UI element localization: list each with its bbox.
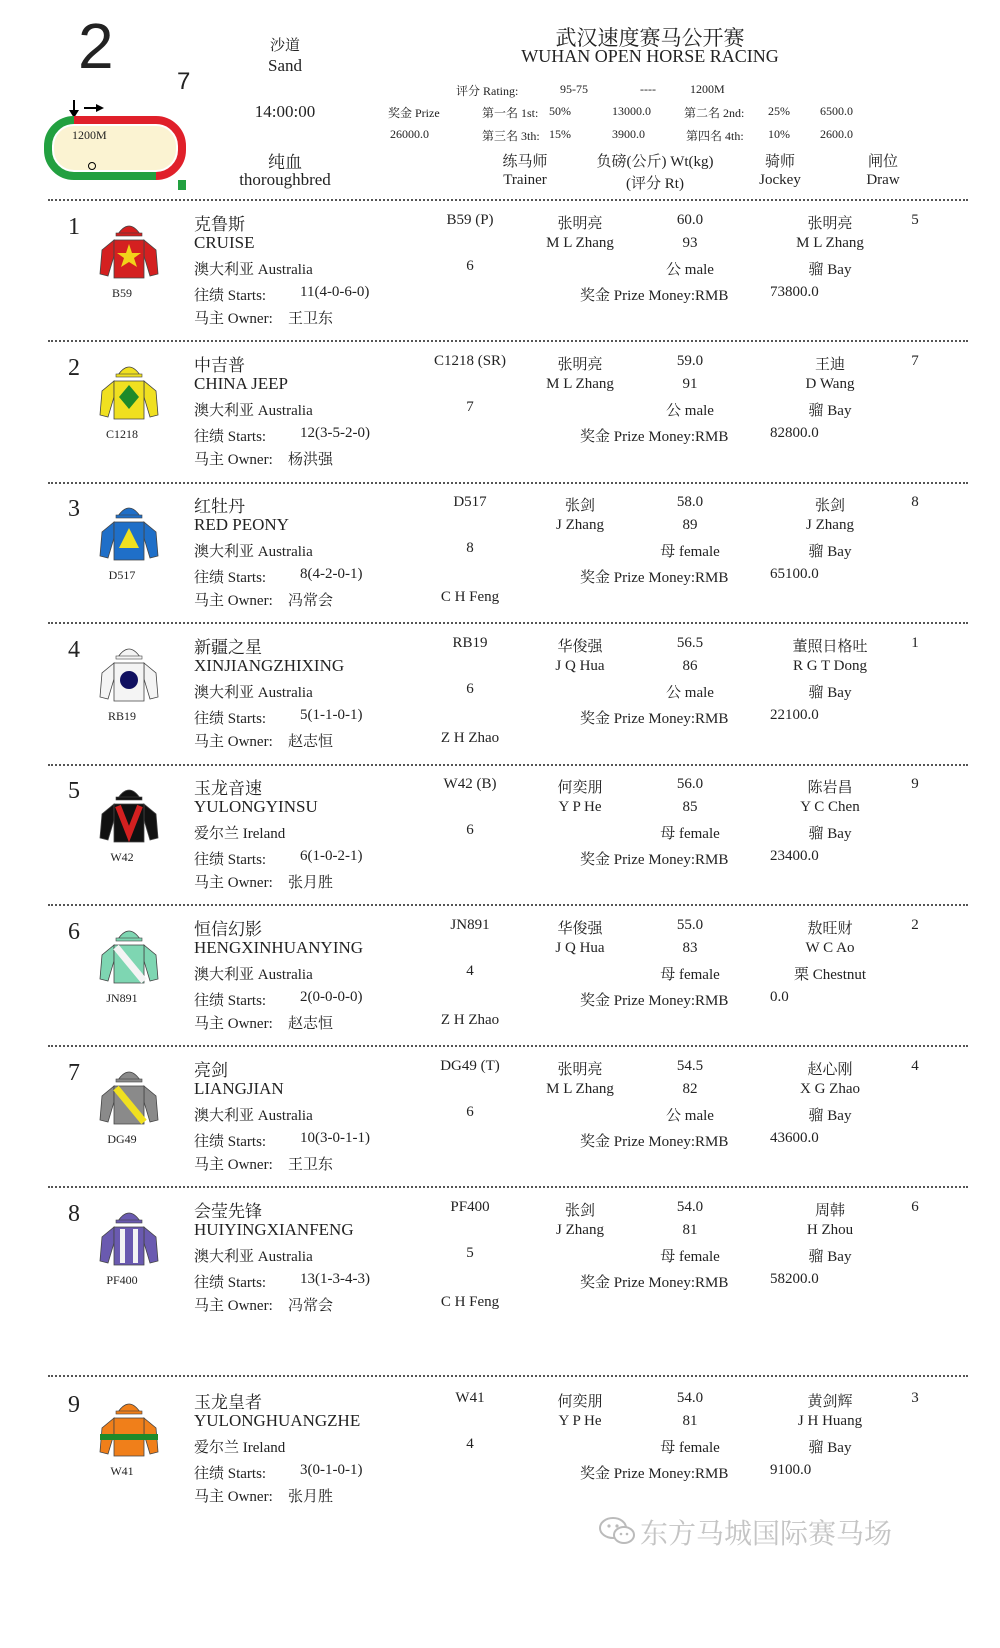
entry-number: 4 — [68, 637, 80, 663]
horse-name-cn: 克鲁斯 — [194, 215, 245, 234]
horse-sex: 公 male — [666, 1108, 714, 1124]
divider — [48, 199, 968, 201]
watermark-text: 东方马城国际赛马场 — [640, 1517, 893, 1550]
horse-sex: 母 female — [660, 544, 720, 560]
horse-origin: 澳大利亚 Australia — [194, 403, 313, 419]
title-en: WUHAN OPEN HORSE RACING — [521, 46, 779, 66]
owner-name: 王卫东 — [288, 311, 334, 327]
owner-name: 杨洪强 — [288, 452, 334, 468]
jockey-en: W C Ao — [805, 940, 855, 956]
entry-number: 6 — [68, 919, 80, 945]
race-number: 2 — [78, 10, 114, 82]
runner-entry — [0, 774, 1000, 920]
horse-color: 骝 Bay — [808, 544, 852, 560]
breed-en: thoroughbred — [239, 170, 331, 189]
weight: 56.5 — [676, 635, 704, 651]
weight: 56.0 — [676, 776, 704, 792]
horse-color: 栗 Chestnut — [793, 967, 867, 983]
jockey-silk-icon — [98, 643, 160, 707]
col-weight-en: (评分 Rt) — [626, 176, 684, 192]
jockey-en: X G Zhao — [800, 1081, 860, 1097]
owner-label: 马主 Owner: — [194, 1298, 273, 1314]
horse-age: 8 — [466, 540, 474, 556]
breed-cn: 纯血 — [268, 153, 302, 172]
jockey-cn: 张剑 — [814, 498, 845, 514]
runner-entry — [0, 492, 1000, 638]
starts-label: 往绩 Starts: — [194, 711, 267, 727]
jockey-en: M L Zhang — [796, 235, 864, 251]
track-diagram — [44, 96, 194, 192]
horse-color: 骝 Bay — [808, 262, 852, 278]
third-pct: 15% — [549, 127, 571, 141]
rating-dash: ---- — [640, 82, 656, 96]
jockey-en: J H Huang — [797, 1413, 863, 1429]
horse-sex: 母 female — [660, 1440, 720, 1456]
first-label: 第一名 1st: — [482, 106, 539, 120]
silk-code: D517 — [108, 568, 136, 582]
prize-money-label: 奖金 Prize Money:RMB — [580, 1466, 729, 1482]
trainer-en: M L Zhang — [546, 1081, 614, 1097]
entry-number: 5 — [68, 778, 80, 804]
weight: 54.0 — [676, 1390, 704, 1406]
horse-name-cn: 亮剑 — [194, 1061, 228, 1080]
col-trainer-en: Trainer — [503, 172, 547, 188]
surface-en: Sand — [268, 56, 302, 75]
weight: 59.0 — [676, 353, 704, 369]
horse-code: PF400 — [450, 1199, 490, 1215]
horse-code: D517 — [453, 494, 487, 510]
second-label: 第二名 2nd: — [684, 106, 745, 120]
prize-money-label: 奖金 Prize Money:RMB — [580, 1275, 729, 1291]
horse-name-cn: 中吉普 — [194, 356, 245, 375]
owner-label: 马主 Owner: — [194, 311, 273, 327]
trainer-en: J Q Hua — [555, 658, 605, 674]
track-distance-label: 1200M — [72, 128, 107, 142]
draw-number: 8 — [911, 494, 919, 510]
horse-name-en: YULONGHUANGZHE — [194, 1411, 361, 1430]
jockey-en: J Zhang — [806, 517, 854, 533]
prize-money-label: 奖金 Prize Money:RMB — [580, 570, 729, 586]
jockey-cn: 王迪 — [814, 357, 845, 373]
trainer-en: M L Zhang — [546, 376, 614, 392]
second-amount: 6500.0 — [820, 104, 853, 118]
starts-record: 6(1-0-2-1) — [300, 848, 363, 864]
runner-entry — [0, 915, 1000, 1061]
runner-entry — [0, 633, 1000, 779]
starts-record: 11(4-0-6-0) — [300, 284, 370, 300]
first-amount: 13000.0 — [612, 104, 651, 118]
weight: 60.0 — [676, 212, 704, 228]
trainer-en: M L Zhang — [546, 235, 614, 251]
rating: 82 — [682, 1081, 698, 1097]
prize-money: 9100.0 — [770, 1462, 812, 1478]
starts-label: 往绩 Starts: — [194, 1466, 267, 1482]
horse-age: 6 — [466, 258, 474, 274]
entry-number: 1 — [68, 214, 80, 240]
horse-age: 5 — [466, 1245, 474, 1261]
prize-label: 奖金 Prize — [388, 106, 440, 120]
jockey-cn: 赵心刚 — [807, 1062, 853, 1078]
horse-color: 骝 Bay — [808, 826, 852, 842]
jockey-cn: 黄剑辉 — [807, 1394, 853, 1410]
entry-number: 7 — [68, 1060, 80, 1086]
horse-name-en: HUIYINGXIANFENG — [194, 1220, 354, 1239]
jockey-silk-icon — [98, 361, 160, 425]
third-amount: 3900.0 — [612, 127, 645, 141]
fourth-amount: 2600.0 — [820, 127, 853, 141]
owner-label: 马主 Owner: — [194, 1016, 273, 1032]
trainer-cn: 张明亮 — [557, 357, 603, 373]
silk-code: PF400 — [106, 1273, 138, 1287]
horse-origin: 澳大利亚 Australia — [194, 262, 313, 278]
breeder: Z H Zhao — [440, 730, 500, 746]
horse-code: JN891 — [450, 917, 490, 933]
jockey-cn: 周韩 — [814, 1203, 845, 1219]
prize-money-label: 奖金 Prize Money:RMB — [580, 288, 729, 304]
col-jockey-en: Jockey — [759, 172, 801, 188]
horse-origin: 澳大利亚 Australia — [194, 544, 313, 560]
jockey-silk-icon — [98, 784, 160, 848]
horse-origin: 澳大利亚 Australia — [194, 1249, 313, 1265]
fourth-label: 第四名 4th: — [686, 129, 744, 143]
breeder: Z H Zhao — [440, 1012, 500, 1028]
horse-code: RB19 — [452, 635, 488, 651]
trainer-en: Y P He — [558, 799, 602, 815]
rating: 83 — [682, 940, 698, 956]
horse-age: 6 — [466, 1104, 474, 1120]
horse-sex: 母 female — [660, 826, 720, 842]
jockey-silk-icon — [98, 1207, 160, 1271]
silk-code: RB19 — [107, 709, 136, 723]
race-time: 14:00:00 — [254, 102, 316, 121]
horse-code: C1218 (SR) — [433, 353, 507, 369]
jockey-cn: 董照日格吐 — [792, 639, 868, 655]
first-pct: 50% — [549, 104, 571, 118]
draw-number: 9 — [911, 776, 919, 792]
owner-name: 冯常会 — [288, 593, 334, 609]
owner-label: 马主 Owner: — [194, 875, 273, 891]
trainer-en: J Zhang — [556, 517, 604, 533]
horse-origin: 澳大利亚 Australia — [194, 685, 313, 701]
jockey-en: R G T Dong — [792, 658, 868, 674]
horse-age: 7 — [466, 399, 474, 415]
owner-label: 马主 Owner: — [194, 593, 273, 609]
horse-age: 4 — [466, 963, 474, 979]
horse-name-cn: 玉龙皇者 — [194, 1393, 262, 1412]
rating: 85 — [682, 799, 698, 815]
breeder: C H Feng — [440, 1294, 500, 1310]
trainer-cn: 华俊强 — [557, 639, 603, 655]
horse-name-en: YULONGYINSU — [194, 797, 318, 816]
starts-record: 12(3-5-2-0) — [300, 425, 370, 441]
silk-code: W42 — [110, 850, 134, 864]
jockey-cn: 敖旺财 — [807, 921, 853, 937]
starts-record: 5(1-1-0-1) — [300, 707, 363, 723]
horse-color: 骝 Bay — [808, 1249, 852, 1265]
starts-record: 2(0-0-0-0) — [300, 989, 363, 1005]
prize-money: 23400.0 — [770, 848, 819, 864]
horse-sex: 公 male — [666, 685, 714, 701]
horse-name-en: HENGXINHUANYING — [194, 938, 364, 957]
trainer-cn: 张明亮 — [557, 216, 603, 232]
starts-label: 往绩 Starts: — [194, 993, 267, 1009]
horse-name-en: CHINA JEEP — [194, 374, 288, 393]
weight: 54.0 — [676, 1199, 704, 1215]
rating: 93 — [682, 235, 698, 251]
runner-entry — [0, 1197, 1000, 1343]
prize-money-label: 奖金 Prize Money:RMB — [580, 993, 729, 1009]
direction-arrowhead-icon — [96, 104, 104, 112]
weight: 58.0 — [676, 494, 704, 510]
horse-name-en: LIANGJIAN — [194, 1079, 284, 1098]
divider — [48, 1375, 968, 1377]
horse-age: 6 — [466, 822, 474, 838]
rating: 81 — [682, 1413, 698, 1429]
weight: 54.5 — [676, 1058, 704, 1074]
entry-number: 3 — [68, 496, 80, 522]
starts-record: 13(1-3-4-3) — [300, 1271, 370, 1287]
horse-name-cn: 恒信幻影 — [194, 920, 262, 939]
horse-origin: 澳大利亚 Australia — [194, 1108, 313, 1124]
horse-age: 4 — [466, 1436, 474, 1452]
starts-record: 8(4-2-0-1) — [300, 566, 363, 582]
trainer-en: J Zhang — [556, 1222, 604, 1238]
rating-value: 95-75 — [560, 82, 588, 96]
second-pct: 25% — [768, 104, 790, 118]
horse-code: W41 — [455, 1390, 485, 1406]
col-jockey-cn: 骑师 — [764, 154, 795, 170]
horse-sex: 公 male — [666, 262, 714, 278]
prize-money-label: 奖金 Prize Money:RMB — [580, 429, 729, 445]
horse-origin: 爱尔兰 Ireland — [194, 826, 286, 842]
owner-label: 马主 Owner: — [194, 1489, 273, 1505]
prize-money: 43600.0 — [770, 1130, 819, 1146]
draw-number: 1 — [911, 635, 919, 651]
horse-sex: 公 male — [666, 403, 714, 419]
surface-cn: 沙道 — [269, 38, 300, 54]
draw-number: 4 — [911, 1058, 919, 1074]
entry-number: 2 — [68, 355, 80, 381]
jockey-silk-icon — [98, 1066, 160, 1130]
prize-money: 82800.0 — [770, 425, 819, 441]
rating: 86 — [682, 658, 698, 674]
title-cn: 武汉速度赛马公开赛 — [555, 26, 745, 50]
horse-name-cn: 红牡丹 — [194, 497, 245, 516]
prize-money-label: 奖金 Prize Money:RMB — [580, 852, 729, 868]
rating-label: 评分 Rating: — [456, 84, 519, 98]
prize-money: 22100.0 — [770, 707, 819, 723]
silk-code: C1218 — [105, 427, 138, 441]
draw-number: 6 — [911, 1199, 919, 1215]
rating: 89 — [682, 517, 698, 533]
starts-label: 往绩 Starts: — [194, 429, 267, 445]
col-weight-cn: 负磅(公斤) Wt(kg) — [596, 154, 714, 170]
starts-record: 10(3-0-1-1) — [300, 1130, 370, 1146]
owner-name: 张月胜 — [288, 875, 334, 891]
starts-label: 往绩 Starts: — [194, 1134, 267, 1150]
third-label: 第三名 3th: — [482, 129, 540, 143]
col-draw-en: Draw — [866, 172, 900, 188]
owner-name: 赵志恒 — [288, 734, 334, 750]
race-distance: 1200M — [690, 82, 725, 96]
runner-entry — [0, 210, 1000, 356]
prize-money: 58200.0 — [770, 1271, 819, 1287]
trainer-cn: 张剑 — [564, 498, 595, 514]
horse-code: DG49 (T) — [440, 1058, 500, 1074]
trainer-cn: 何奕朋 — [557, 780, 603, 796]
horse-name-en: CRUISE — [194, 233, 255, 252]
horse-origin: 爱尔兰 Ireland — [194, 1440, 286, 1456]
runner-count: 7 — [177, 68, 191, 95]
jockey-cn: 陈岩昌 — [807, 780, 853, 796]
jockey-cn: 张明亮 — [807, 216, 853, 232]
draw-number: 5 — [911, 212, 919, 228]
rating: 81 — [682, 1222, 698, 1238]
draw-number: 3 — [911, 1390, 919, 1406]
prize-money: 73800.0 — [770, 284, 819, 300]
horse-age: 6 — [466, 681, 474, 697]
horse-code: W42 (B) — [443, 776, 497, 792]
jockey-en: Y C Chen — [800, 799, 860, 815]
runner-entry — [0, 351, 1000, 497]
prize-total: 26000.0 — [390, 127, 429, 141]
jockey-en: H Zhou — [806, 1222, 854, 1238]
trainer-en: J Q Hua — [555, 940, 605, 956]
breeder: C H Feng — [440, 589, 500, 605]
draw-number: 7 — [911, 353, 919, 369]
owner-label: 马主 Owner: — [194, 734, 273, 750]
silk-code: B59 — [111, 286, 132, 300]
prize-money: 65100.0 — [770, 566, 819, 582]
horse-color: 骝 Bay — [808, 403, 852, 419]
silk-code: JN891 — [106, 991, 138, 1005]
draw-number: 2 — [911, 917, 919, 933]
trainer-cn: 何奕朋 — [557, 1394, 603, 1410]
starts-label: 往绩 Starts: — [194, 288, 267, 304]
owner-name: 王卫东 — [288, 1157, 334, 1173]
horse-color: 骝 Bay — [808, 1108, 852, 1124]
starts-label: 往绩 Starts: — [194, 570, 267, 586]
runner-entry — [0, 1056, 1000, 1202]
entry-number: 8 — [68, 1201, 80, 1227]
silk-code: DG49 — [107, 1132, 137, 1146]
horse-name-en: XINJIANGZHIXING — [194, 656, 345, 675]
trainer-en: Y P He — [558, 1413, 602, 1429]
weight: 55.0 — [676, 917, 704, 933]
horse-color: 骝 Bay — [808, 685, 852, 701]
trainer-cn: 张明亮 — [557, 1062, 603, 1078]
trainer-cn: 张剑 — [564, 1203, 595, 1219]
jockey-silk-icon — [98, 925, 160, 989]
prize-money-label: 奖金 Prize Money:RMB — [580, 1134, 729, 1150]
horse-name-en: RED PEONY — [194, 515, 289, 534]
entry-number: 9 — [68, 1392, 80, 1418]
horse-sex: 母 female — [660, 1249, 720, 1265]
col-trainer-cn: 练马师 — [502, 154, 548, 170]
wechat-icon — [598, 1514, 638, 1548]
col-draw-cn: 闸位 — [867, 154, 898, 170]
jockey-silk-icon — [98, 220, 160, 284]
starts-label: 往绩 Starts: — [194, 1275, 267, 1291]
starts-record: 3(0-1-0-1) — [300, 1462, 363, 1478]
jockey-silk-icon — [98, 502, 160, 566]
fourth-pct: 10% — [768, 127, 790, 141]
rating: 91 — [682, 376, 698, 392]
jockey-silk-icon — [98, 1398, 160, 1462]
prize-money: 0.0 — [770, 989, 789, 1005]
prize-money-label: 奖金 Prize Money:RMB — [580, 711, 729, 727]
horse-name-cn: 玉龙音速 — [194, 779, 262, 798]
silk-code: W41 — [110, 1464, 134, 1478]
horse-name-cn: 新疆之星 — [194, 638, 262, 657]
horse-name-cn: 会莹先锋 — [194, 1202, 262, 1221]
owner-name: 赵志恒 — [288, 1016, 334, 1032]
horse-code: B59 (P) — [446, 212, 494, 228]
owner-name: 张月胜 — [288, 1489, 334, 1505]
horse-origin: 澳大利亚 Australia — [194, 967, 313, 983]
trainer-cn: 华俊强 — [557, 921, 603, 937]
horse-sex: 母 female — [660, 967, 720, 983]
jockey-en: D Wang — [805, 376, 855, 392]
owner-label: 马主 Owner: — [194, 452, 273, 468]
horse-color: 骝 Bay — [808, 1440, 852, 1456]
starts-label: 往绩 Starts: — [194, 852, 267, 868]
owner-label: 马主 Owner: — [194, 1157, 273, 1173]
owner-name: 冯常会 — [288, 1298, 334, 1314]
